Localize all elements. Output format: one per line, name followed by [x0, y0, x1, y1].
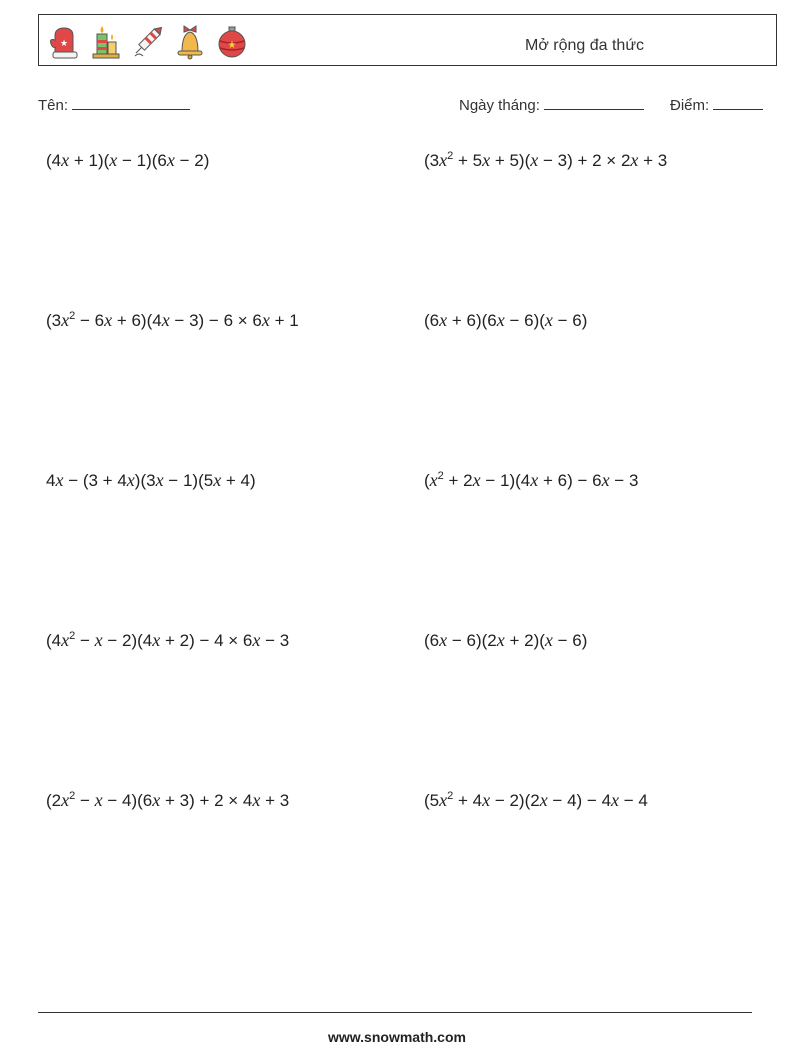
date-label: Ngày tháng:: [459, 97, 540, 114]
expression-text: + 4: [453, 791, 483, 810]
problem-expression: [424, 630, 587, 651]
variable-x: x: [61, 790, 70, 810]
expression-text: + 6) − 6: [538, 471, 602, 490]
variable-x: x: [429, 470, 438, 490]
date-blank[interactable]: [544, 95, 644, 110]
expression-text: (6: [424, 311, 440, 330]
expression-text: + 5: [453, 151, 483, 170]
variable-x: x: [109, 150, 118, 170]
expression-text: + 2: [443, 471, 473, 490]
expression-text: + 2)(: [504, 631, 545, 650]
variable-x: x: [155, 470, 164, 490]
candles-icon: [89, 22, 123, 60]
expression-text: − 3) + 2 × 2: [538, 151, 631, 170]
problem-expression: [424, 310, 587, 331]
expression-text: − 2)(2: [490, 791, 540, 810]
expression-text: − 2): [174, 151, 210, 170]
expression-text: (4: [46, 631, 62, 650]
expression-text: −: [75, 791, 95, 810]
exponent: 2: [447, 150, 454, 162]
variable-x: x: [544, 630, 553, 650]
expression-text: − 1)(5: [163, 471, 214, 490]
variable-x: x: [61, 310, 70, 330]
problem-expression: [46, 150, 209, 171]
expression-text: − 3) − 6 × 6: [169, 311, 262, 330]
svg-text:★: ★: [59, 38, 69, 48]
variable-x: x: [439, 790, 448, 810]
variable-x: x: [61, 150, 70, 170]
variable-x: x: [482, 150, 491, 170]
footer-url: www.snowmath.com: [328, 1029, 466, 1045]
variable-x: x: [126, 470, 135, 490]
expression-text: (3: [46, 311, 62, 330]
expression-text: + 1)(: [69, 151, 110, 170]
expression-text: (4: [46, 151, 62, 170]
mitten-icon: [47, 22, 81, 60]
expression-text: + 6)(4: [112, 311, 162, 330]
expression-text: (2: [46, 791, 62, 810]
problem-expression: [424, 470, 638, 491]
problem-expression: [424, 790, 648, 811]
variable-x: x: [530, 470, 539, 490]
variable-x: x: [94, 630, 103, 650]
expression-text: − 2)(4: [102, 631, 153, 650]
problem-expression: [46, 790, 289, 811]
variable-x: x: [94, 790, 103, 810]
expression-text: (3: [424, 151, 440, 170]
variable-x: x: [630, 150, 639, 170]
variable-x: x: [104, 310, 113, 330]
expression-text: − 6: [75, 311, 105, 330]
variable-x: x: [152, 630, 161, 650]
variable-x: x: [496, 630, 505, 650]
problem-expression: [46, 470, 256, 491]
expression-text: + 1: [269, 311, 299, 330]
expression-text: (6: [424, 631, 440, 650]
score-blank[interactable]: [713, 95, 763, 110]
variable-x: x: [213, 470, 222, 490]
expression-text: − 6)(2: [447, 631, 497, 650]
expression-text: + 3: [260, 791, 290, 810]
variable-x: x: [166, 150, 175, 170]
variable-x: x: [439, 630, 448, 650]
expression-text: (: [424, 471, 430, 490]
exponent: 2: [69, 630, 76, 642]
exponent: 2: [69, 310, 76, 322]
variable-x: x: [611, 790, 620, 810]
name-blank[interactable]: [72, 95, 190, 110]
expression-text: )(3: [134, 471, 156, 490]
variable-x: x: [261, 310, 270, 330]
header-icons: [47, 21, 249, 61]
expression-text: + 3) + 2 × 4: [160, 791, 253, 810]
expression-text: + 3: [638, 151, 668, 170]
expression-text: + 5)(: [490, 151, 531, 170]
problem-expression: [46, 630, 289, 651]
expression-text: + 2) − 4 × 6: [160, 631, 253, 650]
variable-x: x: [496, 310, 505, 330]
expression-text: (5: [424, 791, 440, 810]
variable-x: x: [472, 470, 481, 490]
worksheet-header: [38, 14, 777, 66]
expression-text: − 3: [260, 631, 290, 650]
svg-text:★: ★: [227, 40, 237, 51]
variable-x: x: [530, 150, 539, 170]
variable-x: x: [539, 790, 548, 810]
expression-text: 4: [46, 471, 56, 490]
variable-x: x: [544, 310, 553, 330]
footer-divider: [38, 1012, 752, 1013]
exponent: 2: [447, 790, 454, 802]
date-field: [459, 95, 644, 114]
expression-text: + 6)(6: [447, 311, 497, 330]
expression-text: − (3 + 4: [63, 471, 127, 490]
variable-x: x: [252, 790, 261, 810]
expression-text: − 6)(: [504, 311, 545, 330]
variable-x: x: [439, 310, 448, 330]
ornament-ball-icon: [215, 22, 249, 60]
variable-x: x: [482, 790, 491, 810]
expression-text: − 1)(4: [480, 471, 531, 490]
problem-expression: [424, 150, 667, 171]
firework-rocket-icon: [131, 22, 165, 60]
expression-text: − 6): [552, 311, 588, 330]
expression-text: − 1)(6: [117, 151, 167, 170]
expression-text: − 4) − 4: [547, 791, 612, 810]
name-field: [38, 95, 190, 114]
score-field: [670, 95, 763, 114]
name-label: Tên:: [38, 97, 69, 114]
score-label: Điểm:: [670, 97, 710, 114]
variable-x: x: [161, 310, 170, 330]
variable-x: x: [252, 630, 261, 650]
problem-expression: [46, 310, 299, 331]
expression-text: − 4: [619, 791, 648, 810]
bell-icon: [173, 22, 207, 60]
expression-text: + 4): [221, 471, 256, 490]
variable-x: x: [439, 150, 448, 170]
variable-x: x: [601, 470, 610, 490]
variable-x: x: [55, 470, 64, 490]
variable-x: x: [152, 790, 161, 810]
exponent: 2: [69, 790, 76, 802]
expression-text: − 6): [552, 631, 588, 650]
expression-text: −: [75, 631, 95, 650]
variable-x: x: [61, 630, 70, 650]
expression-text: − 3: [609, 471, 639, 490]
expression-text: − 4)(6: [102, 791, 153, 810]
worksheet-title: Mở rộng đa thức: [525, 37, 645, 54]
exponent: 2: [437, 470, 444, 482]
